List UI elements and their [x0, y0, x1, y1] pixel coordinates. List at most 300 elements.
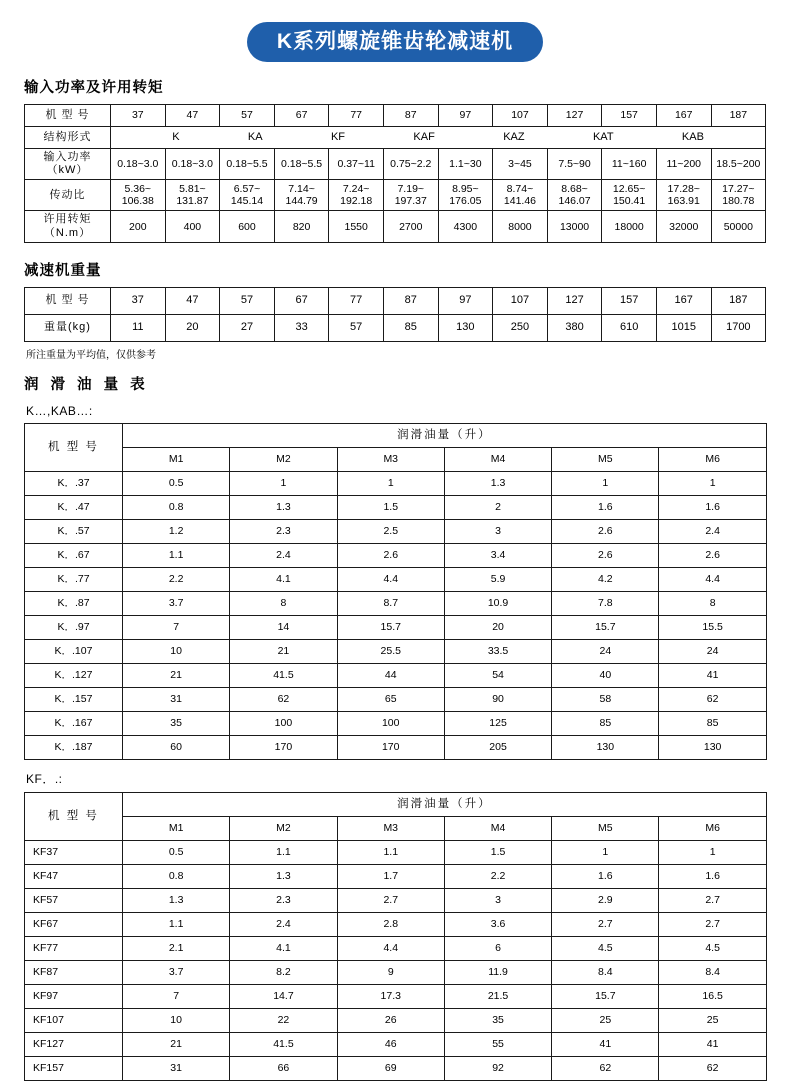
cell-oil: 41 [659, 1032, 766, 1056]
cell-ratio [493, 180, 548, 211]
cell-model: KF87 [25, 960, 123, 984]
cell-model: 97 [438, 287, 493, 314]
cell-model: 157 [602, 105, 657, 127]
table-row [25, 180, 766, 211]
cell-oil: 170 [337, 735, 444, 759]
row-label-structure: 结构形式 [25, 127, 111, 149]
cell-model: 37 [111, 105, 166, 127]
cell-model: K．.37 [25, 471, 123, 495]
cell-oil: 85 [659, 711, 766, 735]
header-model: 机 型 号 [25, 423, 123, 471]
cell-ratio [383, 180, 438, 211]
table-row [25, 960, 767, 984]
header-m-column: M2 [230, 447, 337, 471]
cell-oil: 2.1 [123, 936, 230, 960]
cell-oil: 0.5 [123, 840, 230, 864]
cell-oil: 1.1 [123, 912, 230, 936]
cell-oil: 31 [123, 687, 230, 711]
cell-oil: 2.6 [337, 543, 444, 567]
cell-oil: 8.2 [230, 960, 337, 984]
header-m-column: M6 [659, 816, 766, 840]
cell-weight: 57 [329, 314, 384, 341]
cell-oil: 1 [659, 840, 766, 864]
cell-oil: 4.5 [659, 936, 766, 960]
cell-oil: 24 [552, 639, 659, 663]
cell-oil: 7 [123, 984, 230, 1008]
cell-oil: 3 [444, 519, 551, 543]
cell-input-power: 18.5~200 [711, 149, 766, 180]
cell-input-power: 0.37~11 [329, 149, 384, 180]
cell-oil: 2.5 [337, 519, 444, 543]
table-row [25, 567, 767, 591]
cell-oil: 10.9 [444, 591, 551, 615]
cell-oil: 2.7 [552, 912, 659, 936]
cell-oil: 25.5 [337, 639, 444, 663]
table-row [25, 105, 766, 127]
cell-weight: 380 [547, 314, 602, 341]
cell-oil: 1.5 [337, 495, 444, 519]
cell-oil: 130 [552, 735, 659, 759]
table-row [25, 840, 767, 864]
ratio-bottom: 141.46 [503, 195, 537, 208]
cell-oil: 0.5 [123, 471, 230, 495]
cell-oil: 2 [444, 495, 551, 519]
cell-model: 57 [220, 105, 275, 127]
cell-oil: 1.6 [552, 495, 659, 519]
ratio-top: 8.95~ [452, 183, 479, 196]
cell-oil: 14.7 [230, 984, 337, 1008]
cell-model: K．.167 [25, 711, 123, 735]
cell-oil: 4.4 [337, 936, 444, 960]
ratio-top: 7.24~ [342, 183, 370, 196]
cell-oil: 0.8 [123, 495, 230, 519]
cell-model: KF67 [25, 912, 123, 936]
table-row [25, 735, 767, 759]
cell-oil: 2.6 [659, 543, 766, 567]
table-row [25, 127, 766, 149]
cell-model: 167 [656, 105, 711, 127]
ratio-top: 5.81~ [179, 183, 206, 196]
cell-ratio [438, 180, 493, 211]
cell-input-power: 11~200 [656, 149, 711, 180]
cell-oil: 33.5 [444, 639, 551, 663]
cell-oil: 62 [659, 687, 766, 711]
table-row [25, 314, 766, 341]
cell-oil: 2.3 [230, 888, 337, 912]
cell-oil: 24 [659, 639, 766, 663]
cell-torque: 200 [111, 211, 166, 242]
cell-oil: 41.5 [230, 663, 337, 687]
cell-oil: 21 [230, 639, 337, 663]
cell-oil: 90 [444, 687, 551, 711]
cell-weight: 1700 [711, 314, 766, 341]
cell-model: 87 [383, 105, 438, 127]
ratio-top: 17.27~ [722, 183, 755, 196]
ratio-bottom: 192.18 [340, 195, 373, 208]
cell-model: 67 [274, 287, 329, 314]
cell-oil: 25 [552, 1008, 659, 1032]
cell-model: K．.97 [25, 615, 123, 639]
ratio-bottom: 145.14 [230, 195, 264, 208]
cell-oil: 15.7 [552, 615, 659, 639]
cell-weight: 85 [383, 314, 438, 341]
cell-model: 187 [711, 287, 766, 314]
table-row [25, 1032, 767, 1056]
cell-ratio [111, 180, 166, 211]
cell-ratio [274, 180, 329, 211]
cell-input-power: 0.18~5.5 [220, 149, 275, 180]
cell-model: K．.77 [25, 567, 123, 591]
cell-oil: 1.3 [230, 495, 337, 519]
cell-oil: 1.5 [444, 840, 551, 864]
table-row [25, 711, 767, 735]
title-banner-wrap [24, 22, 766, 62]
table-power-torque [24, 104, 766, 243]
cell-oil: 1.2 [123, 519, 230, 543]
row-label-torque-line2: （N.m） [43, 226, 92, 239]
cell-input-power: 0.18~3.0 [111, 149, 166, 180]
structure-form: KAF [413, 131, 435, 144]
section-heading-lubricant: 润 滑 油 量 表 [24, 376, 149, 393]
ratio-top: 8.74~ [506, 183, 534, 196]
header-m-column: M6 [659, 447, 766, 471]
table-lubricant-kf [24, 792, 767, 1081]
cell-torque: 600 [220, 211, 275, 242]
cell-oil: 4.2 [552, 567, 659, 591]
table-row [25, 663, 767, 687]
ratio-bottom: 146.07 [558, 195, 591, 208]
cell-oil: 1 [659, 471, 766, 495]
table-row [25, 864, 767, 888]
cell-oil: 2.4 [230, 912, 337, 936]
cell-oil: 15.7 [337, 615, 444, 639]
cell-oil: 1.1 [230, 840, 337, 864]
cell-oil: 14 [230, 615, 337, 639]
table-row [25, 447, 767, 471]
cell-model: K．.157 [25, 687, 123, 711]
header-m-column: M1 [123, 816, 230, 840]
cell-torque: 400 [165, 211, 220, 242]
cell-oil: 65 [337, 687, 444, 711]
cell-oil: 2.9 [552, 888, 659, 912]
cell-input-power: 0.75~2.2 [383, 149, 438, 180]
cell-oil: 8.4 [552, 960, 659, 984]
cell-model: KF37 [25, 840, 123, 864]
cell-oil: 2.6 [552, 519, 659, 543]
cell-oil: 22 [230, 1008, 337, 1032]
cell-weight: 27 [220, 314, 275, 341]
cell-model: 127 [547, 287, 602, 314]
cell-oil: 26 [337, 1008, 444, 1032]
cell-oil: 3.7 [123, 591, 230, 615]
cell-model: 167 [656, 287, 711, 314]
cell-oil: 8.4 [659, 960, 766, 984]
row-label-ratio: 传动比 [25, 180, 111, 211]
cell-structure-forms [111, 127, 766, 149]
cell-ratio [547, 180, 602, 211]
section-heading-weight: 减速机重量 [24, 262, 102, 279]
cell-ratio [220, 180, 275, 211]
header-m-column: M3 [337, 447, 444, 471]
cell-model: 187 [711, 105, 766, 127]
table-row [25, 495, 767, 519]
cell-oil: 2.7 [337, 888, 444, 912]
cell-oil: 1.6 [659, 495, 766, 519]
cell-weight: 130 [438, 314, 493, 341]
cell-oil: 205 [444, 735, 551, 759]
cell-model: KF157 [25, 1056, 123, 1080]
cell-torque: 820 [274, 211, 329, 242]
weight-note: 所注重量为平均值，仅供参考 [26, 349, 156, 361]
cell-oil: 100 [337, 711, 444, 735]
table-row [25, 543, 767, 567]
table-row [25, 888, 767, 912]
cell-oil: 69 [337, 1056, 444, 1080]
cell-model: 57 [220, 287, 275, 314]
cell-oil: 130 [659, 735, 766, 759]
cell-model: KF127 [25, 1032, 123, 1056]
header-m-column: M5 [552, 447, 659, 471]
cell-oil: 100 [230, 711, 337, 735]
cell-input-power: 0.18~5.5 [274, 149, 329, 180]
cell-oil: 15.7 [552, 984, 659, 1008]
cell-oil: 3.6 [444, 912, 551, 936]
cell-model: K．.87 [25, 591, 123, 615]
cell-oil: 58 [552, 687, 659, 711]
table-row [25, 816, 767, 840]
cell-oil: 2.6 [552, 543, 659, 567]
cell-model: KF47 [25, 864, 123, 888]
cell-oil: 6 [444, 936, 551, 960]
cell-oil: 1.7 [337, 864, 444, 888]
header-m-column: M3 [337, 816, 444, 840]
lubricant-table-2-caption: KF．.: [26, 771, 63, 786]
cell-weight: 11 [111, 314, 166, 341]
cell-model: 87 [383, 287, 438, 314]
header-m-column: M1 [123, 447, 230, 471]
cell-oil: 1.3 [123, 888, 230, 912]
cell-oil: 41 [552, 1032, 659, 1056]
cell-oil: 55 [444, 1032, 551, 1056]
table-row [25, 519, 767, 543]
ratio-top: 8.68~ [561, 183, 588, 196]
cell-oil: 17.3 [337, 984, 444, 1008]
cell-oil: 21 [123, 663, 230, 687]
cell-oil: 1 [552, 471, 659, 495]
cell-oil: 21 [123, 1032, 230, 1056]
cell-oil: 10 [123, 1008, 230, 1032]
cell-torque: 18000 [602, 211, 657, 242]
cell-torque: 1550 [329, 211, 384, 242]
structure-form: KAT [592, 131, 614, 144]
cell-model: K．.187 [25, 735, 123, 759]
cell-oil: 1.3 [230, 864, 337, 888]
cell-weight: 33 [274, 314, 329, 341]
cell-oil: 2.7 [659, 888, 766, 912]
cell-oil: 4.1 [230, 567, 337, 591]
table-row [25, 912, 767, 936]
cell-oil: 31 [123, 1056, 230, 1080]
header-model: 机 型 号 [25, 792, 123, 840]
cell-oil: 1.1 [337, 840, 444, 864]
cell-oil: 54 [444, 663, 551, 687]
cell-torque: 50000 [711, 211, 766, 242]
table-row [25, 792, 767, 816]
row-label-torque-line1: 许用转矩 [43, 213, 92, 226]
ratio-top: 12.65~ [612, 183, 646, 196]
table-row [25, 149, 766, 180]
cell-model: 127 [547, 105, 602, 127]
cell-oil: 1 [552, 840, 659, 864]
cell-model: 77 [329, 105, 384, 127]
header-m-column: M5 [552, 816, 659, 840]
table-row [25, 471, 767, 495]
cell-oil: 8 [230, 591, 337, 615]
cell-model: 37 [111, 287, 166, 314]
ratio-top: 7.19~ [397, 183, 425, 196]
ratio-bottom: 180.78 [722, 195, 755, 208]
cell-weight: 1015 [656, 314, 711, 341]
cell-oil: 9 [337, 960, 444, 984]
row-label-model: 机 型 号 [25, 105, 111, 127]
table-row [25, 1008, 767, 1032]
cell-oil: 2.3 [230, 519, 337, 543]
cell-model: K．.67 [25, 543, 123, 567]
cell-model: K．.47 [25, 495, 123, 519]
cell-model: K．.107 [25, 639, 123, 663]
row-label-weight: 重量(kg) [25, 314, 111, 341]
cell-oil: 1.3 [444, 471, 551, 495]
cell-oil: 15.5 [659, 615, 766, 639]
ratio-bottom: 150.41 [613, 195, 646, 208]
table-row [25, 639, 767, 663]
structure-form: KF [330, 131, 346, 144]
table-row [25, 687, 767, 711]
header-m-column: M4 [444, 816, 551, 840]
cell-oil: 35 [444, 1008, 551, 1032]
cell-oil: 3 [444, 888, 551, 912]
cell-ratio [711, 180, 766, 211]
cell-weight: 610 [602, 314, 657, 341]
cell-oil: 25 [659, 1008, 766, 1032]
header-m-column: M4 [444, 447, 551, 471]
lubricant-table-1-caption: K…,KAB…: [26, 403, 93, 418]
cell-model: 157 [602, 287, 657, 314]
cell-oil: 1 [230, 471, 337, 495]
cell-torque: 8000 [493, 211, 548, 242]
ratio-top: 17.28~ [667, 183, 700, 196]
cell-oil: 1.6 [659, 864, 766, 888]
cell-oil: 2.4 [659, 519, 766, 543]
ratio-bottom: 131.87 [176, 195, 209, 208]
cell-model: KF107 [25, 1008, 123, 1032]
cell-oil: 85 [552, 711, 659, 735]
cell-weight: 250 [493, 314, 548, 341]
cell-oil: 62 [659, 1056, 766, 1080]
cell-ratio [656, 180, 711, 211]
cell-oil: 2.8 [337, 912, 444, 936]
cell-oil: 7.8 [552, 591, 659, 615]
cell-oil: 4.5 [552, 936, 659, 960]
cell-oil: 46 [337, 1032, 444, 1056]
row-label-input-power-line1: 输入功率 [43, 151, 92, 163]
cell-ratio [329, 180, 384, 211]
cell-torque: 2700 [383, 211, 438, 242]
cell-oil: 8.7 [337, 591, 444, 615]
table-row [25, 984, 767, 1008]
table-row [25, 591, 767, 615]
cell-input-power: 11~160 [602, 149, 657, 180]
cell-model: KF97 [25, 984, 123, 1008]
table-lubricant-k [24, 423, 767, 760]
table-row [25, 936, 767, 960]
cell-oil: 11.9 [444, 960, 551, 984]
structure-form: KA [247, 131, 263, 144]
cell-ratio [165, 180, 220, 211]
cell-model: K．.127 [25, 663, 123, 687]
cell-oil: 1 [337, 471, 444, 495]
cell-input-power: 1.1~30 [438, 149, 493, 180]
ratio-bottom: 106.38 [121, 195, 154, 208]
cell-oil: 2.7 [659, 912, 766, 936]
cell-oil: 7 [123, 615, 230, 639]
cell-torque: 13000 [547, 211, 602, 242]
table-row [25, 615, 767, 639]
cell-oil: 125 [444, 711, 551, 735]
row-label-model: 机 型 号 [25, 287, 111, 314]
cell-oil: 170 [230, 735, 337, 759]
cell-oil: 62 [552, 1056, 659, 1080]
structure-form: KAB [681, 131, 704, 144]
ratio-bottom: 197.37 [394, 195, 427, 208]
cell-model: 47 [165, 287, 220, 314]
cell-input-power: 7.5~90 [547, 149, 602, 180]
cell-oil: 41 [659, 663, 766, 687]
cell-model: 47 [165, 105, 220, 127]
cell-model: 107 [493, 105, 548, 127]
cell-model: 77 [329, 287, 384, 314]
cell-oil: 40 [552, 663, 659, 687]
cell-oil: 4.4 [337, 567, 444, 591]
cell-torque: 4300 [438, 211, 493, 242]
cell-oil: 92 [444, 1056, 551, 1080]
ratio-top: 7.14~ [288, 183, 315, 196]
cell-oil: 2.2 [123, 567, 230, 591]
ratio-top: 6.57~ [233, 183, 261, 196]
cell-torque: 32000 [656, 211, 711, 242]
section-heading-power-torque: 输入功率及许用转矩 [24, 80, 164, 96]
cell-model: 97 [438, 105, 493, 127]
header-m-column: M2 [230, 816, 337, 840]
row-label-input-power [25, 149, 111, 180]
cell-oil: 60 [123, 735, 230, 759]
ratio-top: 5.36~ [124, 183, 152, 196]
ratio-bottom: 176.05 [449, 195, 482, 208]
table-row [25, 1056, 767, 1080]
ratio-bottom: 163.91 [667, 195, 700, 208]
structure-form: KAZ [503, 131, 525, 144]
cell-oil: 10 [123, 639, 230, 663]
cell-model: 107 [493, 287, 548, 314]
table-weight [24, 287, 766, 342]
cell-weight: 20 [165, 314, 220, 341]
cell-oil: 20 [444, 615, 551, 639]
cell-oil: 2.4 [230, 543, 337, 567]
cell-oil: 41.5 [230, 1032, 337, 1056]
cell-model: KF77 [25, 936, 123, 960]
cell-oil: 44 [337, 663, 444, 687]
cell-oil: 8 [659, 591, 766, 615]
